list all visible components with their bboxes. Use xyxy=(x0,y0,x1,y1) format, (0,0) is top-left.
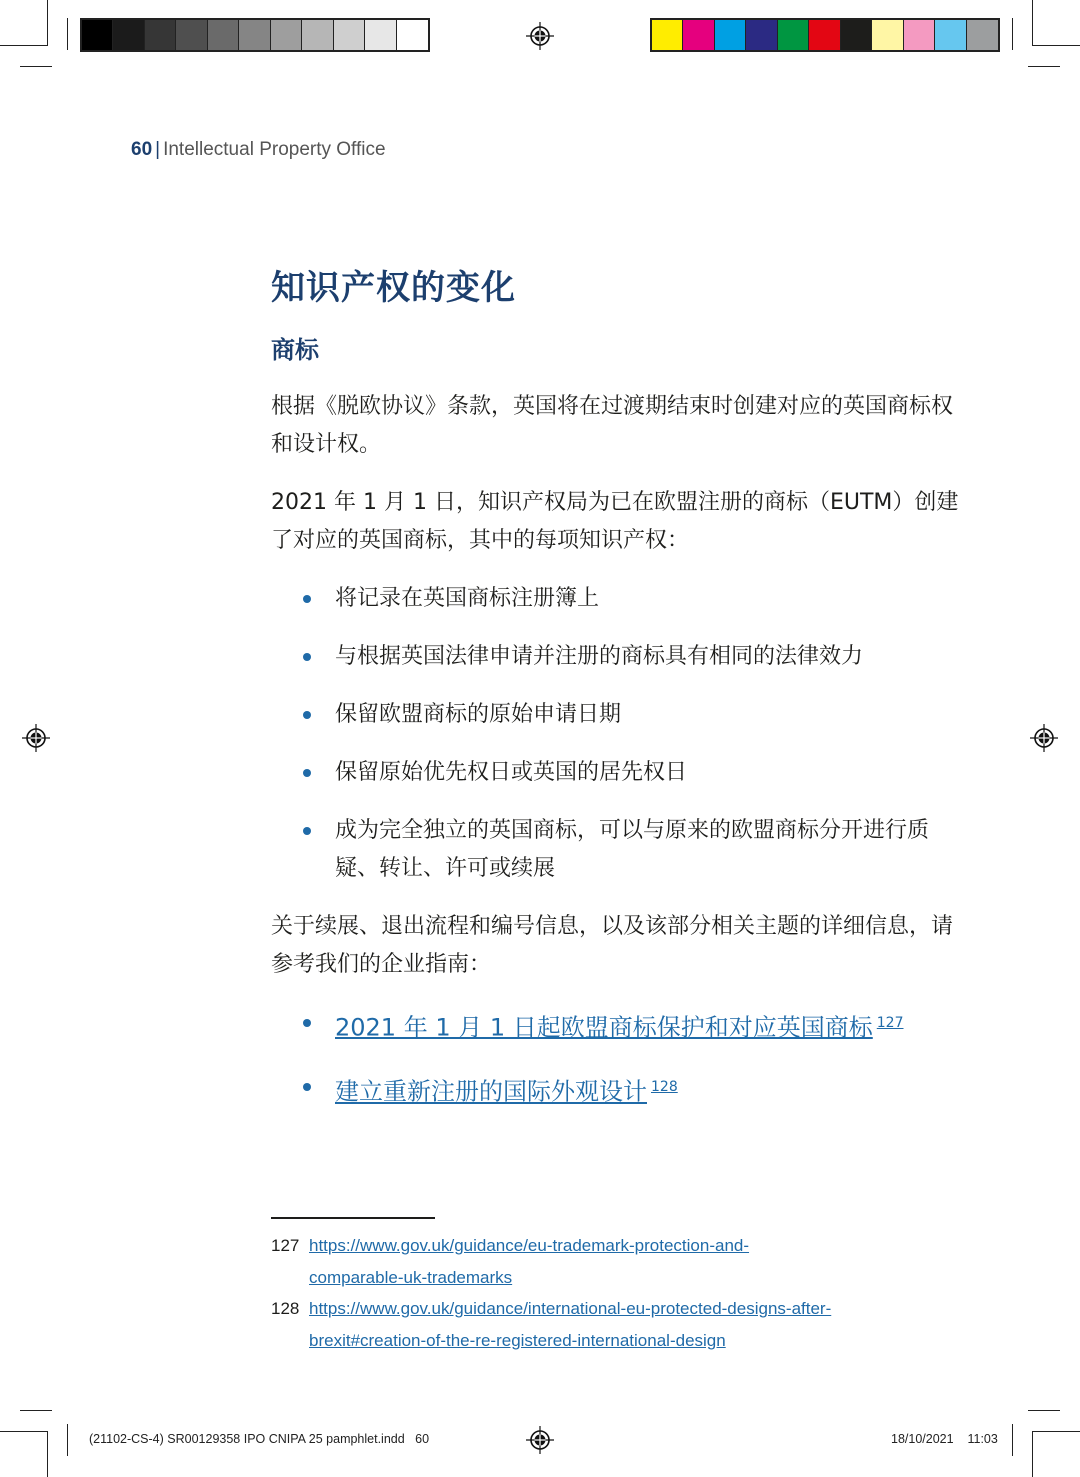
bullet-icon xyxy=(303,595,311,603)
slug-time: 11:03 xyxy=(967,1432,998,1446)
color-swatch xyxy=(239,20,270,50)
footnote-reference[interactable]: 128 xyxy=(651,1079,678,1096)
list-item-text: 成为完全独立的英国商标，可以与原来的欧盟商标分开进行质疑、转让、许可或续展 xyxy=(335,818,930,881)
registration-mark-icon xyxy=(22,724,50,752)
bullet-list xyxy=(271,580,961,888)
bullet-icon xyxy=(303,769,311,777)
registration-mark-icon xyxy=(1030,724,1058,752)
page-number: 60 xyxy=(131,139,153,160)
main-content xyxy=(271,262,961,1133)
crop-mark xyxy=(1032,1431,1080,1432)
footnote-link[interactable]: comparable-uk-trademarks xyxy=(309,1267,513,1287)
registration-mark-icon xyxy=(526,22,554,50)
crop-mark xyxy=(1028,66,1060,67)
list-item xyxy=(271,638,961,676)
footnote-link[interactable]: https://www.gov.uk/guidance/international-eu-protected-designs-after- xyxy=(309,1299,832,1318)
section-title: 知识产权的变化 xyxy=(271,268,516,308)
slug-date: 18/10/2021 xyxy=(891,1432,954,1446)
color-swatch xyxy=(935,20,966,50)
color-swatch xyxy=(176,20,207,50)
header-title: Intellectual Property Office xyxy=(163,139,386,160)
bullet-icon xyxy=(303,827,311,835)
crop-mark xyxy=(47,1431,48,1477)
list-item xyxy=(271,812,961,888)
color-swatch xyxy=(778,20,809,50)
crop-mark xyxy=(20,1410,52,1411)
guide-link[interactable]: 2021 年 1 月 1 日起欧盟商标保护和对应英国商标 xyxy=(335,1013,873,1042)
header-separator: | xyxy=(155,139,161,160)
footnotes xyxy=(271,1230,971,1356)
color-swatch xyxy=(809,20,840,50)
crop-mark xyxy=(67,18,68,50)
color-swatch xyxy=(652,20,683,50)
slug-filename: (21102-CS-4) SR00129358 IPO CNIPA 25 pamphlet.indd xyxy=(89,1432,405,1446)
footnote-number: 128 xyxy=(271,1299,300,1318)
list-item xyxy=(271,1068,961,1112)
slug-file-info xyxy=(89,1432,429,1446)
color-swatch xyxy=(334,20,365,50)
slug-page: 60 xyxy=(415,1432,430,1446)
paragraph: 2021 年 1 月 1 日，知识产权局为已在欧盟注册的商标（EUTM）创建了对应的英国商标，其中的每项知识产权： xyxy=(271,490,959,553)
crop-mark xyxy=(20,66,52,67)
list-item-text: 与根据英国法律申请并注册的商标具有相同的法律效力 xyxy=(335,644,864,669)
footnote-link[interactable]: https://www.gov.uk/guidance/eu-trademark-protection-and- xyxy=(309,1236,750,1255)
color-swatch xyxy=(113,20,144,50)
crop-mark xyxy=(1028,1410,1060,1411)
crop-mark xyxy=(47,0,48,46)
crop-mark xyxy=(1012,18,1013,50)
list-item xyxy=(271,754,961,792)
guide-link-list xyxy=(271,1004,961,1113)
list-item-text: 保留原始优先权日或英国的居先权日 xyxy=(335,760,688,785)
process-color-bar xyxy=(650,18,1000,52)
crop-mark xyxy=(67,1424,68,1456)
bullet-icon xyxy=(303,711,311,719)
color-swatch xyxy=(397,20,428,50)
footnote xyxy=(271,1293,971,1356)
footnote-reference[interactable]: 127 xyxy=(876,1015,904,1031)
bullet-icon xyxy=(303,1083,311,1091)
color-swatch xyxy=(841,20,872,50)
color-swatch xyxy=(208,20,239,50)
color-swatch xyxy=(904,20,935,50)
registration-mark-icon xyxy=(526,1426,554,1454)
crop-mark xyxy=(1032,0,1033,46)
footnote-link[interactable]: brexit#creation-of-the-re-registered-international-design xyxy=(309,1330,726,1350)
color-swatch xyxy=(82,20,113,50)
crop-mark xyxy=(1032,1431,1033,1477)
list-item-text: 将记录在英国商标注册簿上 xyxy=(335,586,600,611)
crop-mark xyxy=(1032,45,1080,46)
paragraph: 根据《脱欧协议》条款，英国将在过渡期结束时创建对应的英国商标权和设计权。 xyxy=(271,394,954,457)
grayscale-color-bar xyxy=(80,18,430,52)
list-item xyxy=(271,696,961,734)
color-swatch xyxy=(365,20,396,50)
color-swatch xyxy=(302,20,333,50)
crop-mark xyxy=(1012,1424,1013,1456)
crop-mark xyxy=(0,45,48,46)
list-item xyxy=(271,580,961,618)
footnote-divider xyxy=(271,1217,435,1219)
color-swatch xyxy=(746,20,777,50)
color-swatch xyxy=(967,20,998,50)
bullet-icon xyxy=(303,653,311,661)
slug-datetime xyxy=(891,1432,998,1446)
paragraph: 关于续展、退出流程和编号信息，以及该部分相关主题的详细信息，请参考我们的企业指南： xyxy=(271,914,954,977)
bullet-icon xyxy=(303,1019,311,1027)
footnote xyxy=(271,1230,971,1293)
crop-mark xyxy=(0,1431,48,1432)
color-swatch xyxy=(683,20,714,50)
guide-link[interactable]: 建立重新注册的国际外观设计 xyxy=(335,1077,647,1106)
color-swatch xyxy=(872,20,903,50)
color-swatch xyxy=(715,20,746,50)
subsection-title: 商标 xyxy=(271,336,319,364)
color-swatch xyxy=(271,20,302,50)
list-item xyxy=(271,1004,961,1048)
color-swatch xyxy=(145,20,176,50)
footnote-number: 127 xyxy=(271,1236,300,1255)
running-header xyxy=(131,139,386,161)
list-item-text: 保留欧盟商标的原始申请日期 xyxy=(335,702,622,727)
